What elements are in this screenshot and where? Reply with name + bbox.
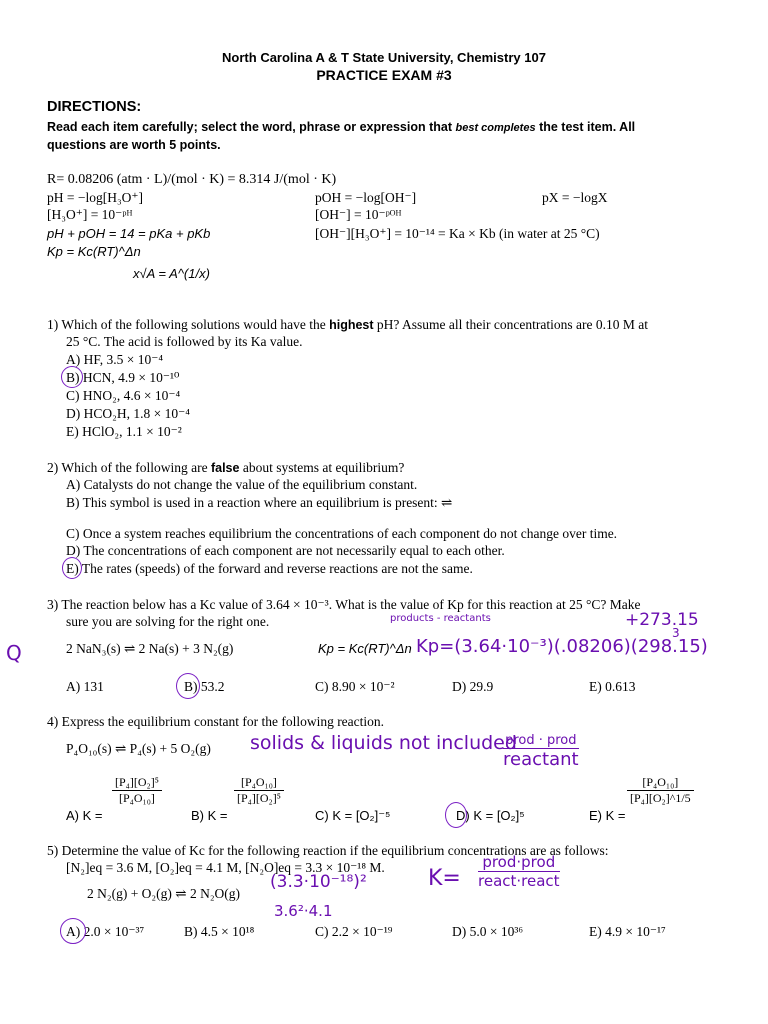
q3-option-c[interactable]: C) 8.90 × 10⁻² xyxy=(315,679,395,694)
q5-handwritten-numerator: (3.3·10⁻¹⁸)² xyxy=(270,872,367,892)
q3-option-b[interactable]: B) 53.2 xyxy=(184,679,225,694)
q1-option-b[interactable]: B) HCN, 4.9 × 10⁻¹⁰ xyxy=(66,370,180,385)
formula-kw: [OH⁻][H₃O⁺] = 10⁻¹⁴ = Ka × Kb (in water at 25 °C) xyxy=(315,226,600,241)
q5-handwritten-k-fraction: prod·prod react·react xyxy=(478,853,560,890)
formula-poh: pOH = −log[OH⁻] xyxy=(315,190,417,205)
q5-stem-line2: [N₂]eq = 3.6 M, [O₂]eq = 4.1 M, [N₂O]eq = 3.3 × 10⁻¹⁸ M. xyxy=(66,860,385,875)
q4-option-b-fraction: $\frac{\text{[P₄O₁₀]}}{\text{[P₄][O₂]⁵}}$ xyxy=(234,775,284,806)
q3-handwritten-kelvin: +273.15 xyxy=(625,610,699,630)
formula-r: R= 0.08206 (atm · L)/(mol · K) = 8.314 J/(mol · K) xyxy=(47,172,337,187)
q1-option-d[interactable]: D) HCO₂H, 1.8 × 10⁻⁴ xyxy=(66,406,190,421)
q4-option-e-fraction: $\frac{\text{[P₄O₁₀]}}{\text{[P₄][O₂]\textasciicircum{}1/5}}$ xyxy=(627,775,694,806)
q3-handwritten-exponent: 3 xyxy=(672,626,680,640)
directions-text: Read each item carefully; select the word, phrase or expression that best completes the test item. All xyxy=(47,120,636,134)
q3-handwritten-work: Kp=(3.64·10⁻³)(.08206)(298.15) xyxy=(416,636,708,657)
q2-option-b[interactable]: B) This symbol is used in a reaction where an equilibrium is present: ⇌ xyxy=(66,495,453,510)
q4-handwritten-note: solids & liquids not included xyxy=(250,732,517,754)
q2-option-c[interactable]: C) Once a system reaches equilibrium the concentrations of each component do not change over time. xyxy=(66,526,618,541)
q4-reaction: P₄O₁₀(s) ⇌ P₄(s) + 5 O₂(g) xyxy=(66,741,211,756)
q5-handwritten-denominator: 3.6²·4.1 xyxy=(274,902,333,920)
q3-handwritten-note: products - reactants xyxy=(390,613,491,624)
q1-answer-circle xyxy=(61,366,83,388)
q2-option-e[interactable]: E) The rates (speeds) of the forward and reverse reactions are not the same. xyxy=(66,561,473,576)
q3-stem-line2: sure you are solving for the right one. xyxy=(66,614,270,629)
q2-option-d[interactable]: D) The concentrations of each component are not necessarily equal to each other. xyxy=(66,543,505,558)
q1-option-c[interactable]: C) HNO₂, 4.6 × 10⁻⁴ xyxy=(66,388,181,403)
formula-h3o: [H₃O⁺] = 10⁻ᵖᴴ xyxy=(47,207,133,222)
q5-reaction: 2 N₂(g) + O₂(g) ⇌ 2 N₂O(g) xyxy=(87,886,241,901)
formula-oh: [OH⁻] = 10⁻ᵖᴼᴴ xyxy=(315,207,402,222)
q5-option-e[interactable]: E) 4.9 × 10⁻¹⁷ xyxy=(589,924,666,939)
q5-option-c[interactable]: C) 2.2 × 10⁻¹⁹ xyxy=(315,924,393,939)
q5-option-a[interactable]: A) 2.0 × 10⁻³⁷ xyxy=(66,924,145,939)
formula-px: pX = −logX xyxy=(542,190,608,205)
q5-option-b[interactable]: B) 4.5 × 10¹⁸ xyxy=(184,924,255,939)
q5-option-d[interactable]: D) 5.0 × 10³⁶ xyxy=(452,924,524,939)
q3-reaction: 2 NaN₃(s) ⇌ 2 Na(s) + 3 N₂(g) xyxy=(66,641,234,656)
university-title: North Carolina A & T State University, Chemistry 107 xyxy=(222,50,546,65)
q3-option-a[interactable]: A) 131 xyxy=(66,679,104,694)
q1-stem-line1: 1) Which of the following solutions would have the highest pH? Assume all their concentrations are 0.10 M at xyxy=(47,317,648,332)
formula-kp: Kp = Kc(RT)^Δn xyxy=(47,244,141,259)
directions-text-line2: questions are worth 5 points. xyxy=(47,138,221,152)
formula-ph-sum: pH + pOH = 14 = pKa + pKb xyxy=(47,226,211,241)
q2-option-a[interactable]: A) Catalysts do not change the value of the equilibrium constant. xyxy=(66,477,418,492)
q1-option-a[interactable]: A) HF, 3.5 × 10⁻⁴ xyxy=(66,352,164,367)
q2-answer-circle xyxy=(62,557,82,579)
q1-stem-line2: 25 °C. The acid is followed by its Ka value. xyxy=(66,334,303,349)
directions-heading: DIRECTIONS: xyxy=(47,99,142,115)
q4-option-a-fraction: $\frac{\text{[P₄][O₂]⁵}}{\text{[P₄O₁₀]}}$ xyxy=(112,775,162,806)
q3-kp-formula: Kp = Kc(RT)^Δn xyxy=(318,641,412,656)
formula-ph: pH = −log[H₃O⁺] xyxy=(47,190,144,205)
q2-stem: 2) Which of the following are false about systems at equilibrium? xyxy=(47,460,405,475)
q4-option-c[interactable]: C) K = [O₂]⁻⁵ xyxy=(315,808,391,823)
q4-option-a[interactable]: A) K = xyxy=(66,808,103,823)
q3-option-e[interactable]: E) 0.613 xyxy=(589,679,636,694)
q5-answer-circle xyxy=(60,918,86,944)
q5-handwritten-k: K= xyxy=(428,866,461,891)
q4-option-b[interactable]: B) K = xyxy=(191,808,228,823)
exam-title: PRACTICE EXAM #3 xyxy=(316,67,452,83)
q4-answer-circle xyxy=(445,802,467,828)
formula-root: x√A = A^(1/x) xyxy=(133,266,210,281)
q1-option-e[interactable]: E) HClO₂, 1.1 × 10⁻² xyxy=(66,424,182,439)
q4-handwritten-fraction: prod · prod reactant xyxy=(503,733,579,770)
q4-option-d[interactable]: D) K = [O₂]⁵ xyxy=(456,808,525,823)
q4-option-e[interactable]: E) K = xyxy=(589,808,626,823)
q4-stem: 4) Express the equilibrium constant for the following reaction. xyxy=(47,714,385,729)
q3-answer-circle xyxy=(176,673,200,699)
q3-option-d[interactable]: D) 29.9 xyxy=(452,679,494,694)
q3-handwritten-q: Q xyxy=(6,641,22,665)
q5-stem-line1: 5) Determine the value of Kc for the following reaction if the equilibrium concentrations are as follows: xyxy=(47,843,609,858)
q3-stem-line1: 3) The reaction below has a Kc value of 3.64 × 10⁻³. What is the value of Kp for this reaction at 25 °C? Make xyxy=(47,597,641,612)
